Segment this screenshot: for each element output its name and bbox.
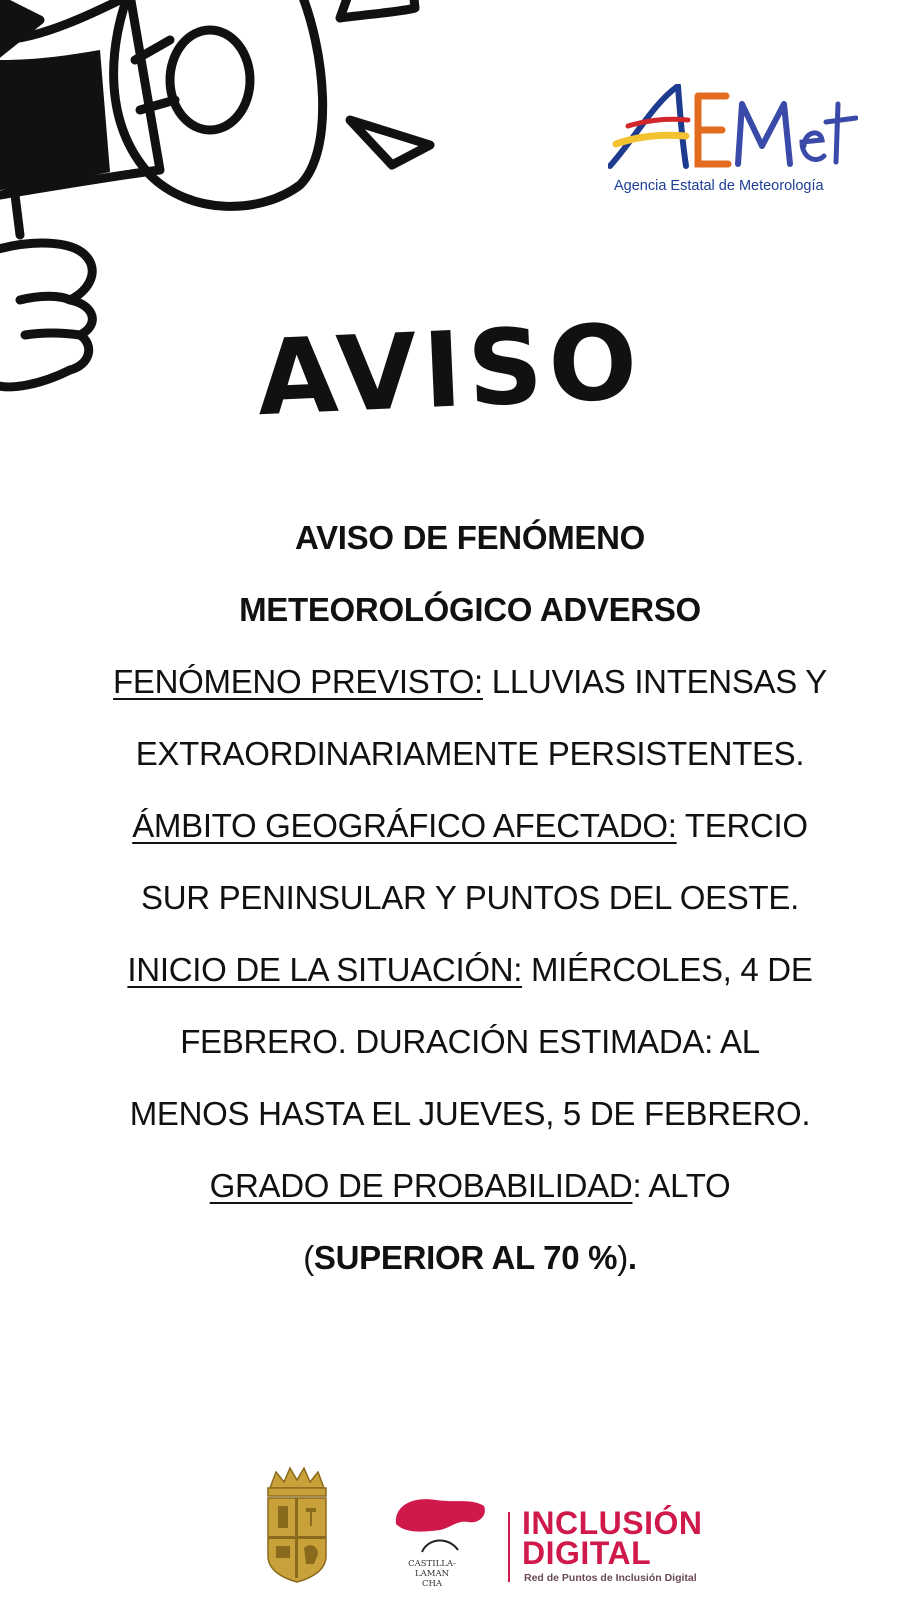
aemet-swoosh-icon [608, 84, 858, 174]
start-label: INICIO DE LA SITUACIÓN: [127, 951, 523, 988]
clm-line-3: CHA [421, 1579, 443, 1589]
start-line [40, 934, 900, 1006]
notice-body [40, 502, 900, 1294]
castilla-la-mancha-logo [392, 1494, 488, 1564]
phenomenon-label: FENÓMENO PREVISTO: [113, 663, 483, 700]
inclusion-title-line-1: INCLUSIÓN [522, 1505, 703, 1541]
probability-close: ) [617, 1239, 628, 1276]
castilla-la-mancha-text [400, 1559, 464, 1589]
aemet-logo [608, 84, 858, 204]
probability-label: GRADO DE PROBABILIDAD [209, 1167, 633, 1204]
area-line [40, 790, 900, 862]
page-title: AVISO [254, 300, 646, 440]
phenomenon-value: LLUVIAS INTENSAS Y [482, 663, 827, 700]
area-value: TERCIO [676, 807, 808, 844]
clm-line-1: CASTILLA- [408, 1559, 456, 1569]
inclusion-title-line-2: DIGITAL [522, 1535, 652, 1571]
area-label: ÁMBITO GEOGRÁFICO AFECTADO: [132, 807, 677, 844]
notice-heading-2: METEOROLÓGICO ADVERSO [239, 591, 701, 628]
probability-line [40, 1150, 900, 1222]
probability-end: . [627, 1239, 637, 1276]
phenomenon-line-2: EXTRAORDINARIAMENTE PERSISTENTES. [135, 735, 805, 772]
phenomenon-line [40, 646, 900, 718]
area-line-2: SUR PENINSULAR Y PUNTOS DEL OESTE. [141, 879, 799, 916]
aemet-subtitle: Agencia Estatal de Meteorología [614, 178, 824, 194]
footer-divider [508, 1512, 510, 1582]
probability-detail-line [40, 1222, 900, 1294]
duration-line-2: MENOS HASTA EL JUEVES, 5 DE FEBRERO. [129, 1095, 811, 1132]
probability-open: ( [303, 1239, 314, 1276]
start-value: MIÉRCOLES, 4 DE [522, 951, 813, 988]
probability-value: : ALTO [632, 1167, 731, 1204]
inclusion-digital-title [522, 1505, 703, 1571]
clm-line-2: LAMAN [414, 1569, 450, 1579]
inclusion-digital-subtitle: Red de Puntos de Inclusión Digital [524, 1572, 697, 1584]
duration-line-1: FEBRERO. DURACIÓN ESTIMADA: AL [180, 1023, 760, 1060]
notice-heading-1: AVISO DE FENÓMENO [295, 519, 645, 556]
town-shield-icon [262, 1466, 332, 1584]
probability-detail: SUPERIOR AL 70 % [313, 1239, 618, 1276]
